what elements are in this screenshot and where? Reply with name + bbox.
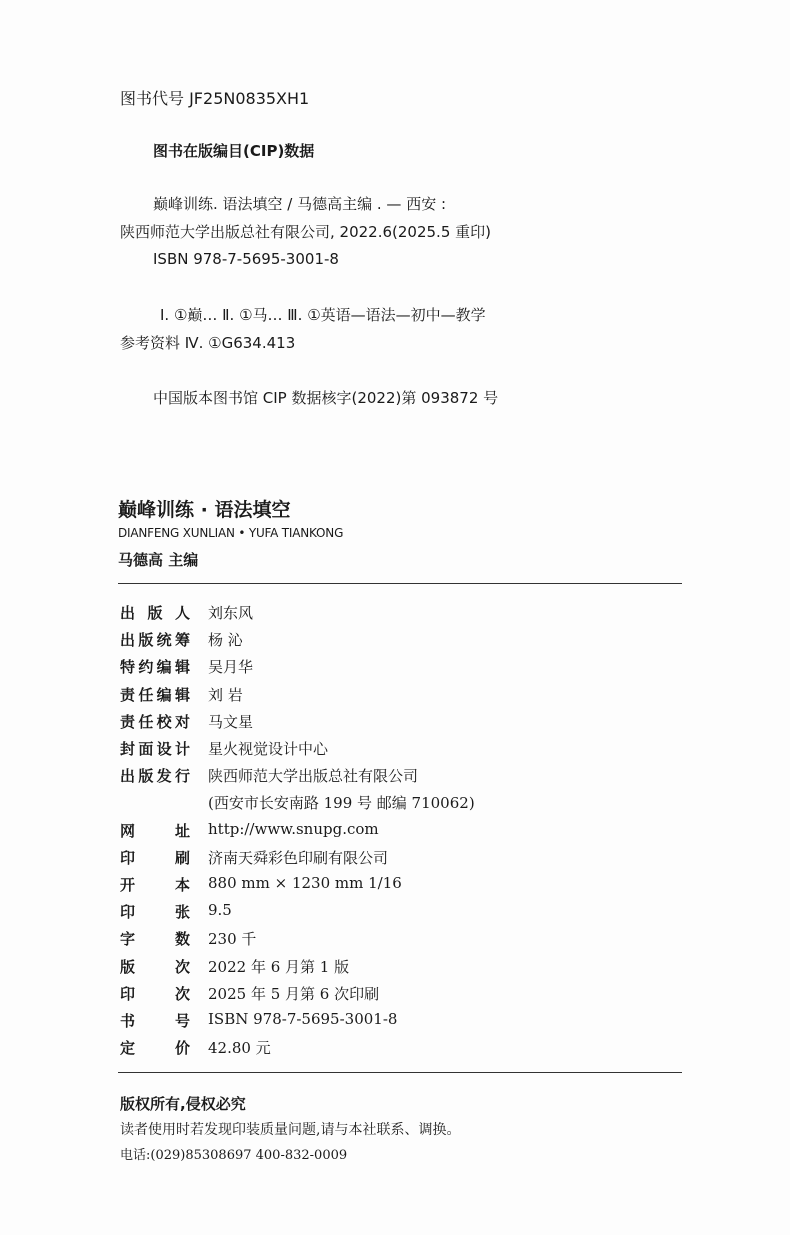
divider-bottom xyxy=(118,1072,682,1073)
credit-label: 字 数 xyxy=(120,930,190,948)
credit-value: 9.5 xyxy=(208,901,232,919)
credit-value: 马文星 xyxy=(208,713,254,731)
credit-value: 42.80 元 xyxy=(208,1039,271,1057)
chief-editor: 马德高 主编 xyxy=(118,551,199,569)
credit-label: 书 号 xyxy=(120,1012,190,1030)
credit-label: 版 次 xyxy=(120,958,190,976)
divider-top xyxy=(118,583,682,584)
cip-line-2: 陕西师范大学出版总社有限公司, 2022.6(2025.5 重印) xyxy=(120,223,491,241)
credit-value: 刘 岩 xyxy=(208,686,243,704)
credit-label: 出 版 统 筹 xyxy=(120,631,190,649)
credit-label: 印 刷 xyxy=(120,849,190,867)
cip-line-5: 参考资料 Ⅳ. ①G634.413 xyxy=(120,334,296,352)
credit-value: 880 mm × 1230 mm 1/16 xyxy=(208,874,402,892)
credit-value: 刘东风 xyxy=(208,604,254,622)
credit-value: 2025 年 5 月第 6 次印刷 xyxy=(208,985,380,1003)
book-code: 图书代号 JF25N0835XH1 xyxy=(120,89,310,108)
credit-value: 吴月华 xyxy=(208,658,254,676)
credit-value: 杨 沁 xyxy=(208,631,243,649)
copyright-notice: 版权所有,侵权必究 xyxy=(120,1095,246,1113)
credit-value[interactable]: http://www.snupg.com xyxy=(208,820,379,838)
cip-line-1: 巅峰训练. 语法填空 / 马德高主编 . — 西安 : xyxy=(153,195,447,213)
credit-value: ISBN 978-7-5695-3001-8 xyxy=(208,1010,398,1028)
credit-label: 出 版 人 xyxy=(120,604,190,622)
credit-label: 封 面 设 计 xyxy=(120,740,190,758)
credit-value: (西安市长安南路 199 号 邮编 710062) xyxy=(208,794,475,812)
book-title-pinyin: DIANFENG XUNLIAN • YUFA TIANKONG xyxy=(118,526,344,540)
cip-line-4: Ⅰ. ①巅… Ⅱ. ①马… Ⅲ. ①英语—语法—初中—教学 xyxy=(160,306,486,324)
credit-label: 出 版 发 行 xyxy=(120,767,190,785)
cip-line-3: ISBN 978-7-5695-3001-8 xyxy=(153,250,339,268)
credit-label: 责 任 校 对 xyxy=(120,713,190,731)
credit-value: 陕西师范大学出版总社有限公司 xyxy=(208,767,419,785)
credit-value: 230 千 xyxy=(208,930,257,948)
credit-value: 星火视觉设计中心 xyxy=(208,740,329,758)
quality-notice: 读者使用时若发现印装质量问题,请与本社联系、调换。 xyxy=(120,1122,461,1138)
cip-line-6: 中国版本图书馆 CIP 数据核字(2022)第 093872 号 xyxy=(153,389,499,407)
credit-label: 印 次 xyxy=(120,985,190,1003)
credit-label: 特 约 编 辑 xyxy=(120,658,190,676)
credit-label: 网 址 xyxy=(120,822,190,840)
credit-value: 济南天舜彩色印刷有限公司 xyxy=(208,849,389,867)
credit-label: 印 张 xyxy=(120,903,190,921)
cip-heading: 图书在版编目(CIP)数据 xyxy=(153,142,315,160)
contact-phone: 电话:(029)85308697 400-832-0009 xyxy=(120,1148,348,1163)
credit-label: 责 任 编 辑 xyxy=(120,686,190,704)
credit-value: 2022 年 6 月第 1 版 xyxy=(208,958,350,976)
credit-label: 开 本 xyxy=(120,876,190,894)
credit-label: 定 价 xyxy=(120,1039,190,1057)
book-title: 巅峰训练 · 语法填空 xyxy=(118,499,291,521)
